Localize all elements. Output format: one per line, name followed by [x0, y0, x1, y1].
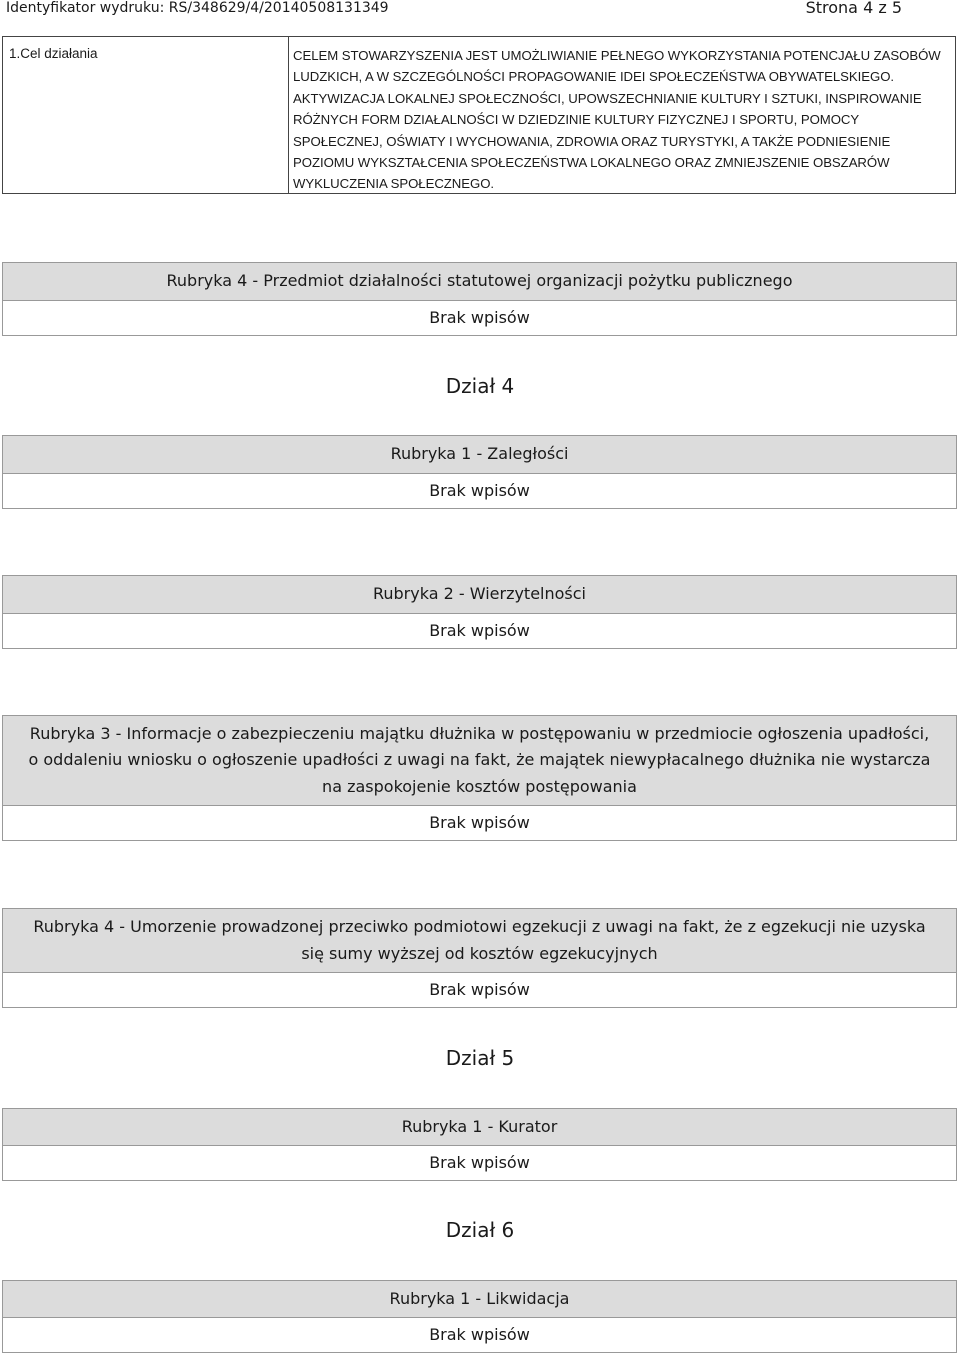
cel-dzialania-text: CELEM STOWARZYSZENIA JEST UMOŻLIWIANIE PEŁNEGO WYKORZYSTANIA POTENCJAŁU ZASOBÓW LUDZKICH, A W SZCZEGÓLNOŚCI PROPAGOWANIE IDEI SPOŁECZEŃSTWA OBYWATELSKIEGO. AKTYWIZACJA LOKALNEJ SPOŁECZNOŚCI, UPOWSZECHNIANIE KULTURY I SZTUKI, INSPIROWANIE RÓŻNYCH FORM DZIAŁALNOŚCI W DZIEDZINIE KULTURY FIZYCZNEJ I SPORTU, POMOCY SPOŁECZNEJ, OŚWIATY I WYCHOWANIA, ZDROWIA ORAZ TURYSTYKI, A TAKŻE PODNIESIENIE POZIOMU WYKSZTAŁCENIA SPOŁECZEŃSTWA LOKALNEGO ORAZ ZMNIEJSZENIE OBSZARÓW WYKLUCZENIA SPOŁECZNEGO.	[293, 48, 941, 192]
dzial-4-rubryka-1-value: Brak wpisów	[2, 473, 957, 509]
page-header	[6, 0, 902, 20]
dzial-6-rubryka-1-value: Brak wpisów	[2, 1317, 957, 1353]
dzial-4-rubryka-4-title: Rubryka 4 - Umorzenie prowadzonej przeciwko podmiotowi egzekucji z uwagi na fakt, że z egzekucji nie uzyska się sumy wyższej od kosztów egzekucyjnych	[2, 908, 957, 972]
dzial-4-rubryka-3-value: Brak wpisów	[2, 805, 957, 841]
dzial-4-heading: Dział 4	[445, 374, 515, 398]
print-identifier: Identyfikator wydruku: RS/348629/4/20140508131349	[6, 0, 389, 16]
cel-dzialania-table	[2, 36, 956, 194]
dzial-4-rubryka-2-title: Rubryka 2 - Wierzytelności	[2, 575, 957, 613]
dzial-4-rubryka-3-title: Rubryka 3 - Informacje o zabezpieczeniu majątku dłużnika w postępowaniu w przedmiocie ogłoszenia upadłości, o oddaleniu wniosku o ogłoszenie upadłości z uwagi na fakt, że majątek niewypłacalnego dłużnika nie wystarcza na zaspokojenie kosztów postępowania	[2, 715, 957, 805]
dzial-5-rubryka-1-value: Brak wpisów	[2, 1145, 957, 1181]
rubryka-4-opp-value: Brak wpisów	[2, 300, 957, 336]
dzial-6-rubryka-1-title: Rubryka 1 - Likwidacja	[2, 1280, 957, 1317]
page-number: Strona 4 z 5	[805, 0, 902, 17]
rubryka-4-opp-title: Rubryka 4 - Przedmiot działalności statutowej organizacji pożytku publicznego	[2, 262, 957, 300]
dzial-5-heading: Dział 5	[445, 1046, 515, 1070]
dzial-5-rubryka-1-title: Rubryka 1 - Kurator	[2, 1108, 957, 1145]
dzial-4-rubryka-2-value: Brak wpisów	[2, 613, 957, 649]
dzial-4-rubryka-4-value: Brak wpisów	[2, 972, 957, 1008]
dzial-6-heading: Dział 6	[445, 1218, 515, 1242]
cel-dzialania-label: 1.Cel działania	[3, 37, 289, 193]
dzial-4-rubryka-1-title: Rubryka 1 - Zaległości	[2, 435, 957, 473]
